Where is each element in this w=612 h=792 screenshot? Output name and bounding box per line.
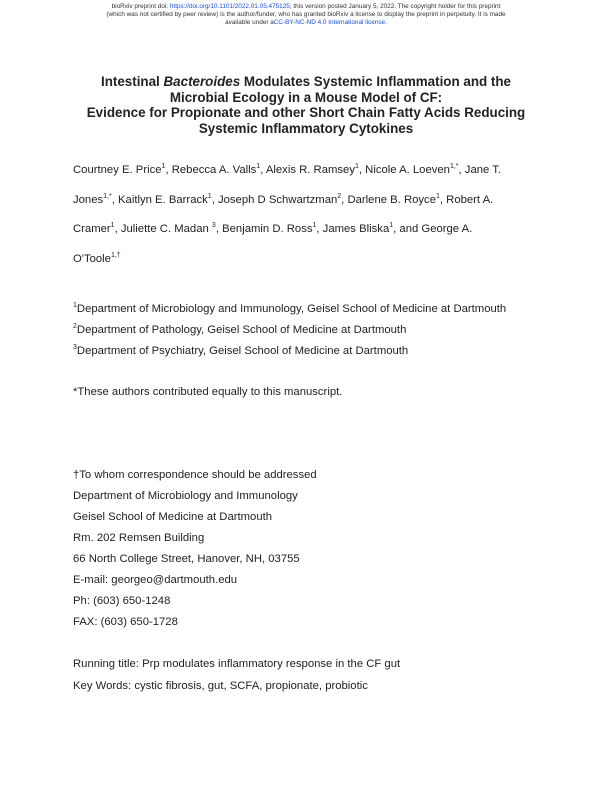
author-name: , Robert A. [439,193,494,206]
author-name: , Juliette C. Madan [114,223,212,235]
author-sup: 1 [435,192,440,200]
author-sup: 1 [207,192,212,200]
correspondence-line: Department of Microbiology and Immunology [73,490,298,502]
title-italic: Bacteroides [163,74,241,89]
correspondence-email: E-mail: georgeo@dartmouth.edu [73,574,238,586]
author-sup: 1,* [449,163,459,171]
author-name: Courtney E. Price [73,164,162,176]
correspondence-line: Geisel School of Medicine at Dartmouth [73,511,273,523]
correspondence-phone: Ph: (603) 650-1248 [73,595,171,607]
equal-contribution-note: *These authors contributed equally to this manuscript. [73,386,343,398]
author-name: , Joseph D Schwartzman [211,193,338,206]
author-name: , Alexis R. Ramsey [260,164,355,176]
affiliation-text: Department of Pathology, Geisel School of Medicine at Dartmouth [76,324,407,336]
header-prefix: bioRxiv preprint doi: [111,3,170,10]
affiliation-sup: 3 [73,344,77,352]
affiliation-text: Department of Microbiology and Immunology, Geisel School of Medicine at Dartmouth [76,303,507,315]
author-name: , Benjamin D. Ross [215,223,313,235]
author-sup: 1 [256,163,261,171]
header-suffix: ; this version posted January 5, 2022. The copyright holder for this preprint [289,3,501,10]
correspondence-line: Rm. 202 Remsen Building [73,532,205,544]
author-line-2 [73,186,548,216]
title-line-1 [50,74,562,90]
author-sup: 1 [389,222,394,230]
author-sup: 1 [110,222,115,230]
author-name: , Kaitlyn E. Barrack [111,193,208,206]
doi-link[interactable]: https://doi.org/10.1101/2022.01.05.475125 [169,3,290,10]
author-line-3 [73,215,548,245]
author-list [73,156,548,274]
author-sup: 1 [161,163,166,171]
header-license-suffix: . [385,19,387,26]
author-name: , Darlene B. Royce [341,193,436,206]
running-title-block [73,653,553,697]
correspondence-line: †To whom correspondence should be addressed [73,469,317,481]
title-line-2: Microbial Ecology in a Mouse Model of CF: [169,89,443,105]
paper-title [50,74,562,136]
author-name: , and George A. [393,223,473,235]
header-line-3 [30,19,582,27]
correspondence-block [73,465,553,633]
author-line-4 [73,245,548,275]
affiliations [73,299,573,362]
author-name: O'Toole [73,252,111,265]
author-name: Jones [73,193,104,206]
author-sup: 3 [211,222,216,230]
affiliation-2 [73,320,573,341]
header-license-prefix: available under a [225,19,274,26]
preprint-header [30,3,582,27]
author-sup: 1,† [110,251,121,259]
affiliation-sup: 2 [73,323,77,331]
author-name: , James Bliska [316,223,390,235]
license-link[interactable]: CC-BY-NC-ND 4.0 International license [273,19,386,26]
author-sup: 1 [312,222,317,230]
affiliation-text: Department of Psychiatry, Geisel School of Medicine at Dartmouth [76,345,409,357]
author-line-1 [73,156,548,186]
title-line-4: Systemic Inflammatory Cytokines [198,120,414,136]
author-name: , Jane T. [458,164,502,176]
author-sup: 1,* [103,192,112,200]
affiliation-3 [73,341,573,362]
header-line-1 [30,3,582,11]
author-name: , Nicole A. Loeven [358,164,450,176]
key-words: Key Words: cystic fibrosis, gut, SCFA, propionate, probiotic [73,680,368,692]
affiliation-1 [73,299,573,320]
correspondence-fax: FAX: (603) 650-1728 [73,616,178,628]
title-part: Intestinal [100,74,164,89]
correspondence-line: 66 North College Street, Hanover, NH, 03755 [73,553,300,565]
author-name: , Rebecca A. Valls [165,164,257,176]
affiliation-sup: 1 [73,302,77,310]
title-part: Modulates Systemic Inflammation and the [240,74,511,89]
header-line-2: (which was not certified by peer review) is the author/funder, who has granted bioRxiv a license to display the preprint in perpetuity. It is made [106,11,506,18]
title-line-3: Evidence for Propionate and other Short Chain Fatty Acids Reducing [86,105,526,120]
author-name: Cramer [73,223,111,235]
author-sup: 2 [337,192,342,200]
author-sup: 1 [354,163,359,171]
running-title: Running title: Prp modulates inflammatory response in the CF gut [73,658,401,670]
